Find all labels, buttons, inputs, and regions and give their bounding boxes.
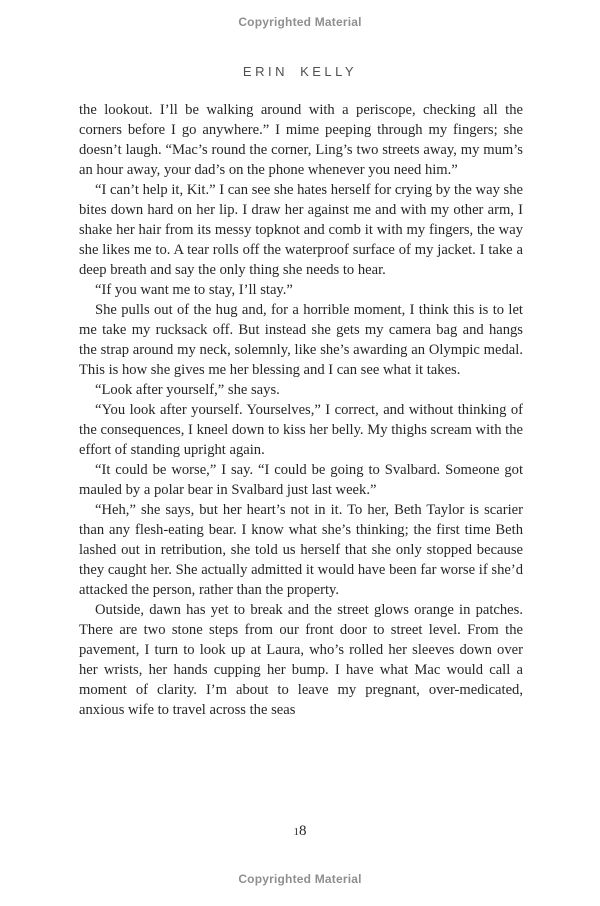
page-number: 18: [293, 823, 307, 839]
paragraph: the lookout. I’ll be walking around with a periscope, checking all the corners before I go anywhere.” I mime peeping through my fingers; she doesn’t laugh. “Mac’s round the corner, Ling’s two streets away, my mum’s an hour away, your dad’s on the phone whenever you need him.”: [79, 102, 523, 178]
paragraph: Outside, dawn has yet to break and the street glows orange in patches. There are two stone steps from our front door to street level. From the pavement, I turn to look up at Laura, who’s rolled her sleeves down over her wrists, her hands cupping her bump. I have what Mac would call a moment of clarity. I’m about to leave my pregnant, over-medicated, anxious wife to travel across the seas: [79, 602, 523, 718]
paragraph: “I can’t help it, Kit.” I can see she hates herself for crying by the way she bites down hard on her lip. I draw her against me and with my other arm, I shake her hair from its messy topknot and comb it with my fingers, the way she likes me to. A tear rolls off the waterproof surface of my jacket. I take a deep breath and say the only thing she needs to hear.: [79, 182, 523, 278]
paragraph: “It could be worse,” I say. “I could be going to Svalbard. Someone got mauled by a polar bear in Svalbard just last week.”: [79, 462, 523, 498]
paragraph: “If you want me to stay, I’ll stay.”: [95, 282, 293, 298]
running-header-author: ERIN KELLY: [242, 64, 358, 79]
body-text: [79, 100, 523, 720]
paragraph: She pulls out of the hug and, for a horrible moment, I think this is to let me take my rucksack off. But instead she gets my camera bag and hangs the strap around my neck, solemnly, like she’s awarding an Olympic medal. This is how she gives me her blessing and I can see what it takes.: [79, 302, 523, 378]
copyright-notice-bottom: Copyrighted Material: [238, 872, 362, 886]
paragraph: “Look after yourself,” she says.: [95, 382, 280, 398]
paragraph: “You look after yourself. Yourselves,” I correct, and without thinking of the consequences, I kneel down to kiss her belly. My thighs scream with the effort of standing upright again.: [79, 402, 523, 458]
paragraph: “Heh,” she says, but her heart’s not in it. To her, Beth Taylor is scarier than any flesh-eating bear. I know what she’s thinking; the first time Beth lashed out in retribution, she told us herself that she only stopped because they caught her. She actually admitted it would have been far worse if she’d attacked the person, rather than the property.: [79, 502, 523, 598]
copyright-notice-top: Copyrighted Material: [238, 15, 362, 29]
